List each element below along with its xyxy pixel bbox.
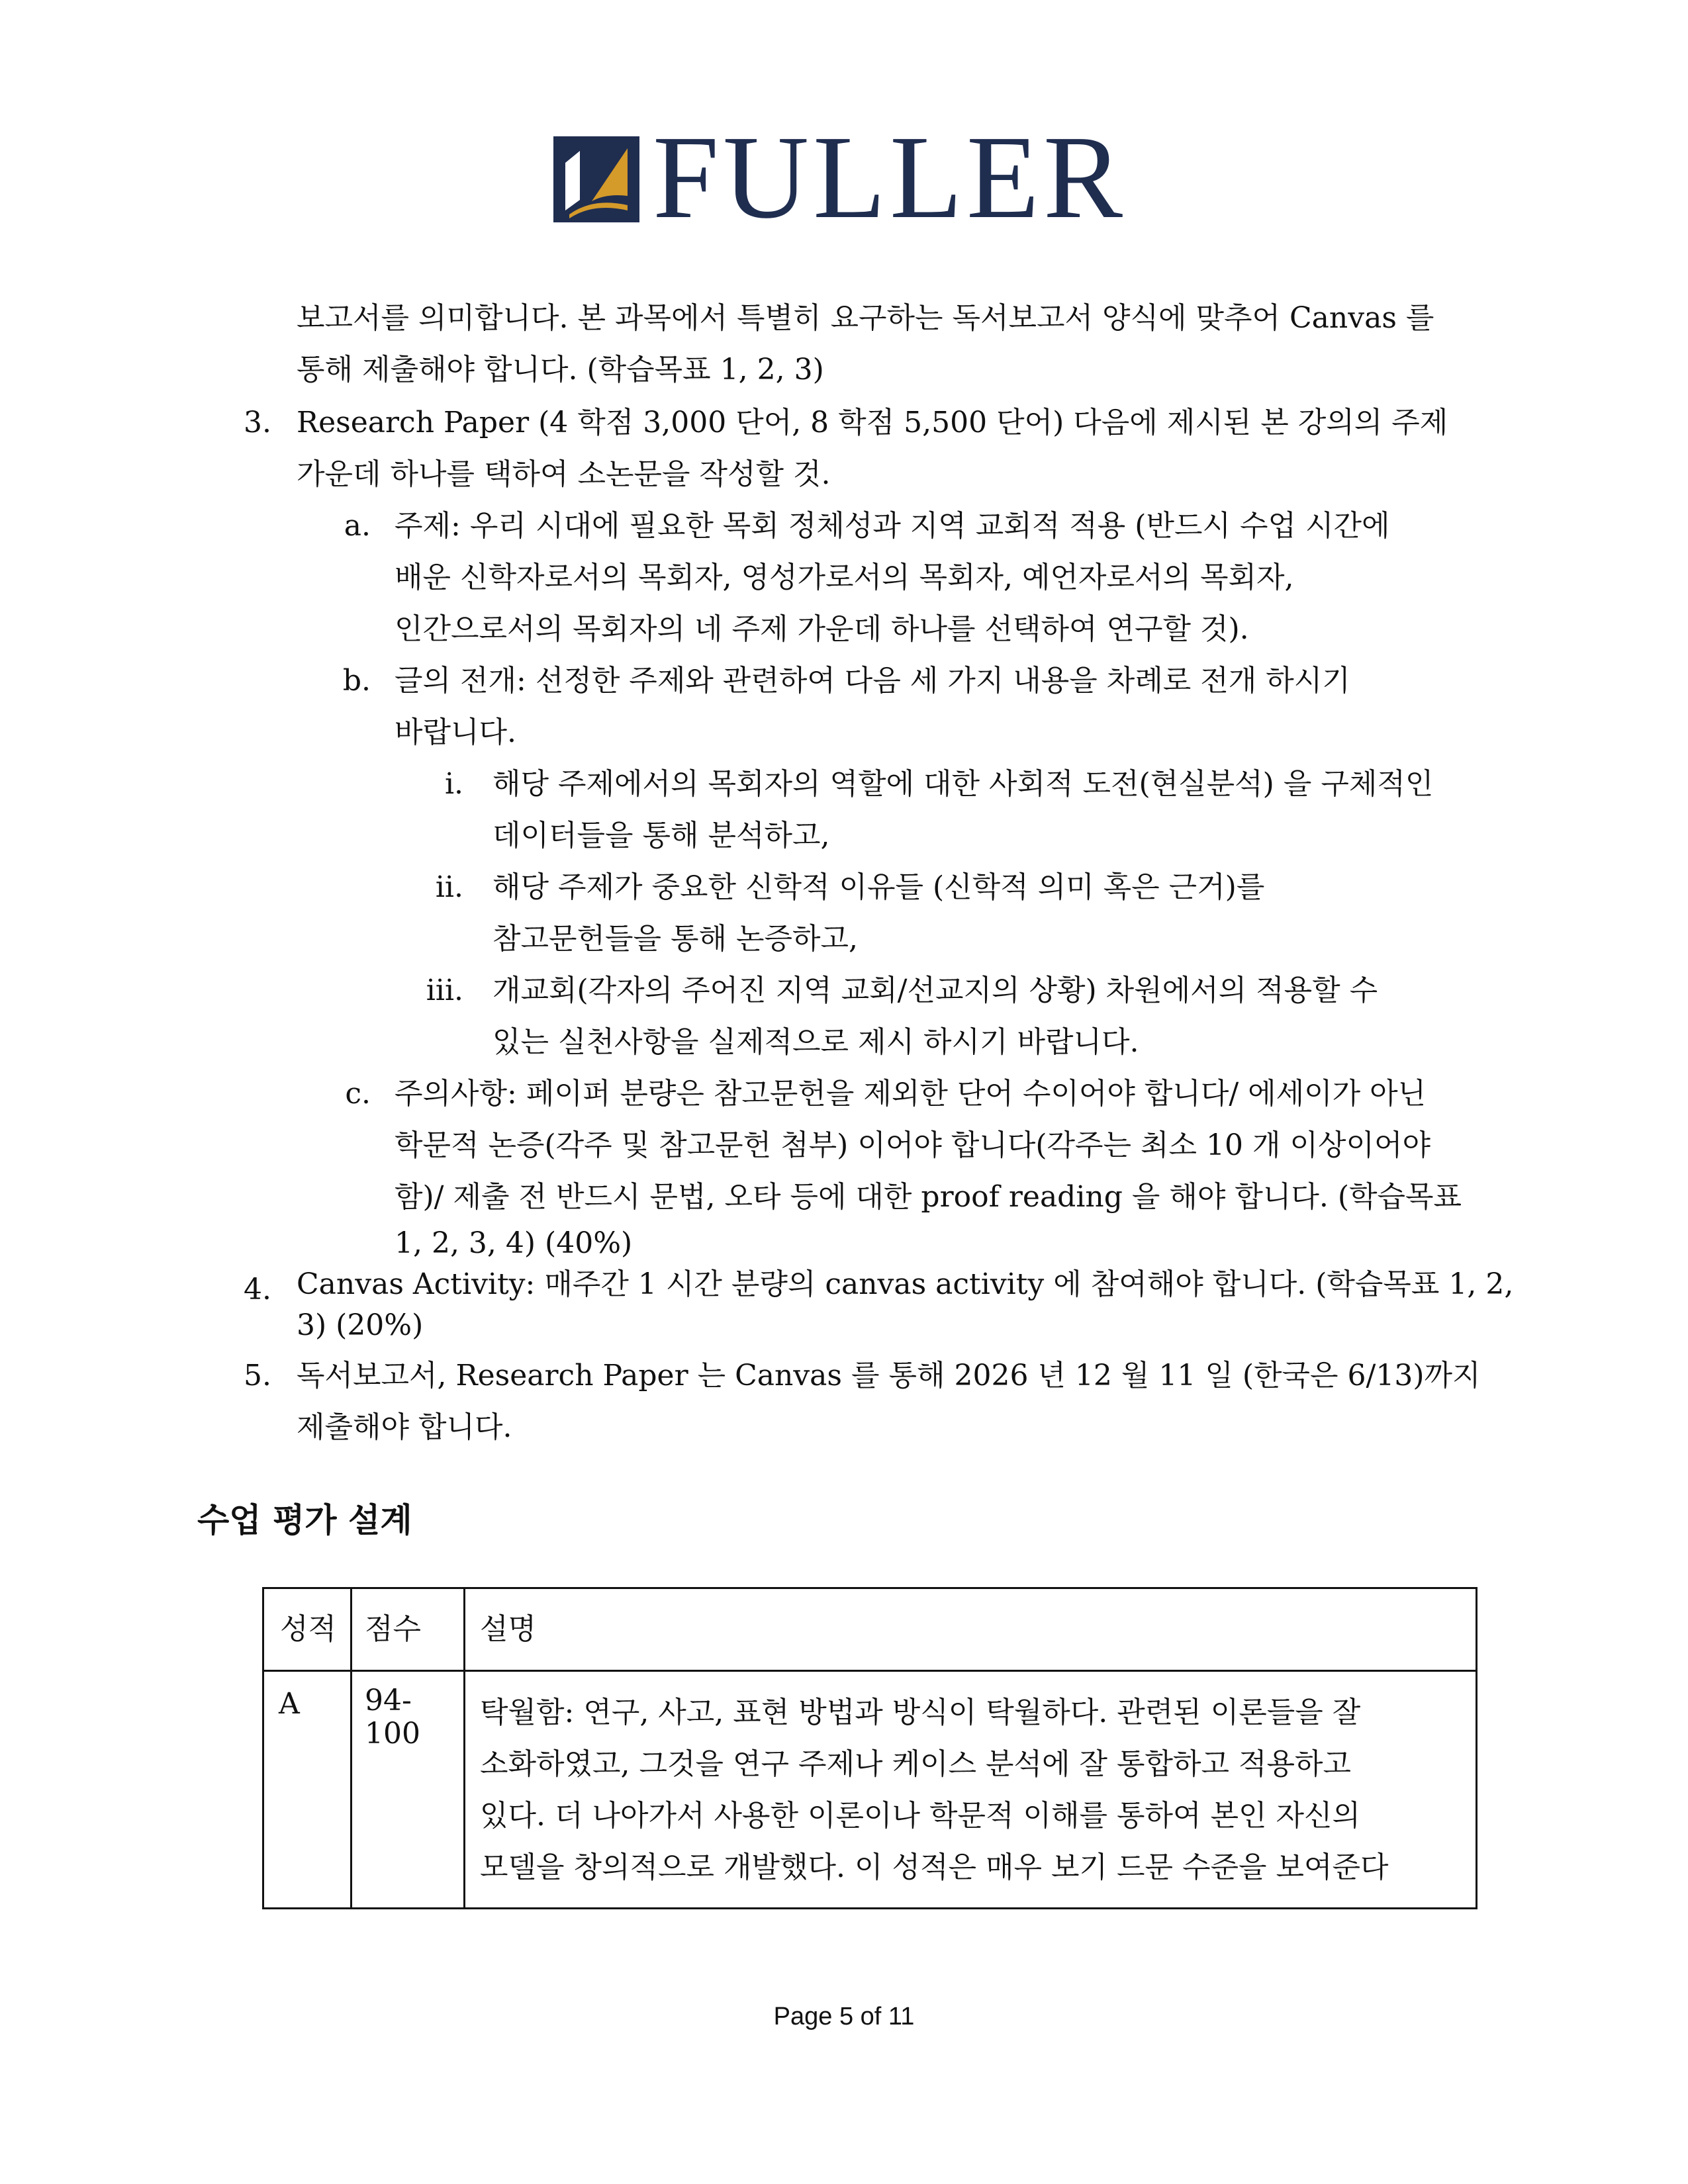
paragraph-continued bbox=[297, 293, 1434, 396]
list-roman: ii. bbox=[435, 870, 463, 904]
list-item-5 bbox=[297, 1350, 1481, 1453]
list-number: 4. bbox=[244, 1273, 271, 1306]
table-header-grade: 성적 bbox=[280, 1612, 337, 1646]
text-line: 바랍니다. bbox=[395, 715, 517, 749]
text-line: 주의사항: 페이퍼 분량은 참고문헌을 제외한 단어 수이어야 합니다/ 에세이가 아닌 bbox=[395, 1077, 1427, 1111]
list-roman: iii. bbox=[426, 974, 463, 1007]
table-header-description: 설명 bbox=[480, 1612, 537, 1646]
text-line: 함)/ 제출 전 반드시 문법, 오타 등에 대한 proof reading 을 해야 합니다. (학습목표 bbox=[395, 1180, 1462, 1214]
text-line: 개교회(각자의 주어진 지역 교회/선교지의 상황) 차원에서의 적용할 수 bbox=[492, 974, 1378, 1007]
text-line: 가운데 하나를 택하여 소논문을 작성할 것. bbox=[297, 457, 831, 491]
page-number: Page 5 of 11 bbox=[773, 2003, 915, 2030]
text-line: 데이터들을 통해 분석하고, bbox=[492, 819, 830, 852]
text-line: Research Paper (4 학점 3,000 단어, 8 학점 5,500 단어) 다음에 제시된 본 강의의 주제 bbox=[297, 406, 1448, 439]
text-line: 배운 신학자로서의 목회자, 영성가로서의 목회자, 예언자로서의 목회자, bbox=[395, 561, 1294, 594]
text-line: 참고문헌들을 통해 논증하고, bbox=[492, 922, 859, 956]
list-letter: b. bbox=[342, 664, 371, 698]
list-item-c bbox=[395, 1068, 1462, 1264]
fuller-book-icon bbox=[553, 136, 639, 222]
table-cell-grade: A bbox=[279, 1687, 300, 1721]
score-line: 100 bbox=[365, 1717, 420, 1751]
text-line: 해당 주제가 중요한 신학적 이유들 (신학적 의미 혹은 근거)를 bbox=[492, 870, 1265, 904]
column-divider bbox=[463, 1589, 465, 1907]
header-divider bbox=[264, 1670, 1476, 1672]
text-line: 학문적 논증(각주 및 참고문헌 첨부) 이어야 합니다(각주는 최소 10 개 이상이어야 bbox=[395, 1128, 1430, 1162]
table-cell-score bbox=[365, 1684, 420, 1751]
grade-table bbox=[262, 1587, 1477, 1909]
text-line: 해당 주제에서의 목회자의 역할에 대한 사회적 도전(현실분석) 을 구체적인 bbox=[492, 767, 1434, 801]
text-line: 주제: 우리 시대에 필요한 목회 정체성과 지역 교회적 적용 (반드시 수업 시간에 bbox=[395, 509, 1390, 543]
text-line: 탁월함: 연구, 사고, 표현 방법과 방식이 탁월하다. 관련된 이론들을 잘 bbox=[480, 1696, 1361, 1729]
section-heading: 수업 평가 설계 bbox=[197, 1501, 412, 1539]
fuller-logo bbox=[553, 111, 1127, 243]
text-line: 있다. 더 나아가서 사용한 이론이나 학문적 이해를 통하여 본인 자신의 bbox=[480, 1799, 1360, 1833]
text-line: 1, 2, 3, 4) (40%) bbox=[395, 1226, 633, 1260]
text-line: 3) (20%) bbox=[297, 1308, 424, 1342]
list-roman: i. bbox=[444, 767, 463, 801]
table-header-score: 점수 bbox=[365, 1612, 422, 1646]
list-item-a bbox=[395, 500, 1389, 655]
text-line: 모델을 창의적으로 개발했다. 이 성적은 매우 보기 드문 수준을 보여준다 bbox=[480, 1850, 1389, 1884]
list-item-b bbox=[395, 655, 1350, 758]
text-line: 인간으로서의 목회자의 네 주제 가운데 하나를 선택하여 연구할 것). bbox=[395, 612, 1249, 646]
text-line: 보고서를 의미합니다. 본 과목에서 특별히 요구하는 독서보고서 양식에 맞추어 Canvas 를 bbox=[297, 301, 1434, 335]
list-item-3 bbox=[297, 397, 1448, 500]
table-cell-description bbox=[480, 1687, 1388, 1893]
column-divider bbox=[350, 1589, 352, 1907]
score-line: 94- bbox=[365, 1684, 412, 1717]
list-item-ii bbox=[492, 862, 1264, 965]
text-line: 소화하였고, 그것을 연구 주제나 케이스 분석에 잘 통합하고 적용하고 bbox=[480, 1747, 1351, 1781]
text-line: 글의 전개: 선정한 주제와 관련하여 다음 세 가지 내용을 차례로 전개 하시기 bbox=[395, 664, 1350, 698]
logo-text: FULLER bbox=[653, 111, 1127, 243]
text-line: 독서보고서, Research Paper 는 Canvas 를 통해 2026 년 12 월 11 일 (한국은 6/13)까지 bbox=[297, 1359, 1481, 1392]
list-item-i bbox=[492, 758, 1433, 862]
list-letter: c. bbox=[345, 1077, 371, 1111]
text-line: 제출해야 합니다. bbox=[297, 1410, 512, 1444]
list-letter: a. bbox=[344, 509, 371, 543]
text-line: 통해 제출해야 합니다. (학습목표 1, 2, 3) bbox=[297, 353, 824, 387]
list-item-4 bbox=[297, 1264, 1513, 1346]
list-number: 3. bbox=[244, 406, 271, 439]
list-item-iii bbox=[492, 965, 1378, 1068]
text-line: 있는 실천사항을 실제적으로 제시 하시기 바랍니다. bbox=[492, 1025, 1139, 1059]
text-line: Canvas Activity: 매주간 1 시간 분량의 canvas activity 에 참여해야 합니다. (학습목표 1, 2, bbox=[297, 1267, 1514, 1301]
list-number: 5. bbox=[244, 1359, 271, 1392]
